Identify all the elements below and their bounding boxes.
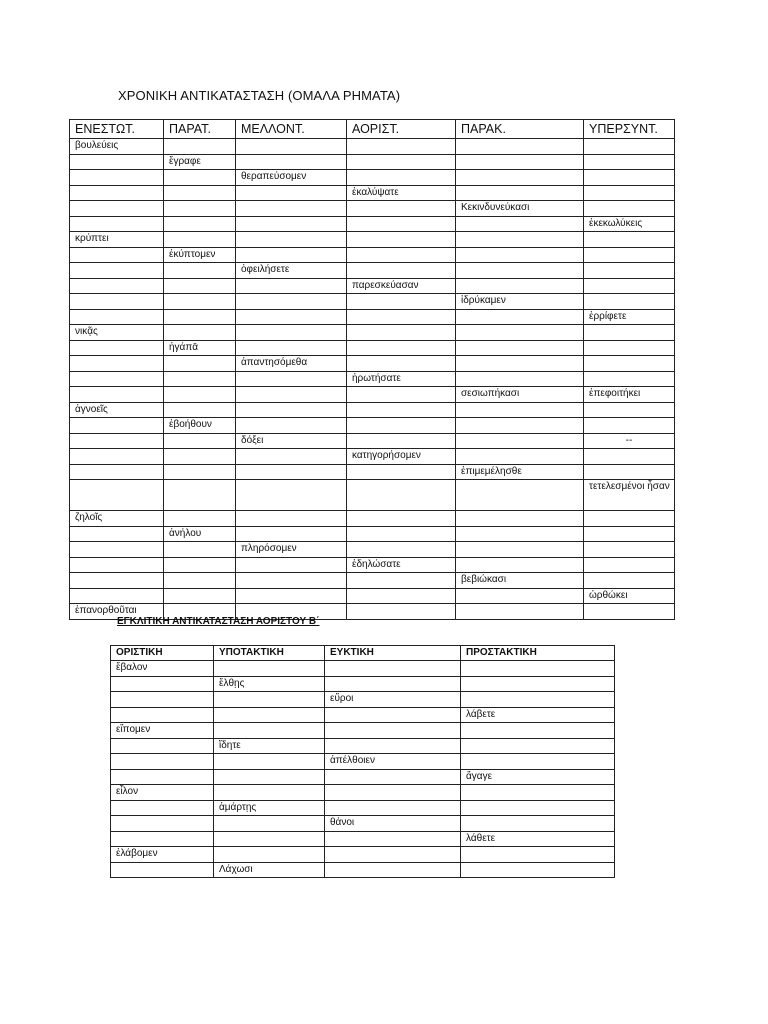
table-cell [347,263,456,279]
table-cell [70,418,164,434]
section-title: ΕΓΚΛΙΤΙΚΗ ΑΝΤΙΚΑΤΑΣΤΑΣΗ ΑΟΡΙΣΤΟΥ Β΄ [117,616,320,627]
table-header-row [111,646,615,661]
table-row [70,480,675,511]
table-cell [70,309,164,325]
table-cell [584,449,675,465]
table-cell [214,692,325,708]
column-header: ΠΡΟΣΤΑΚΤΙΚΗ [461,646,615,661]
table-cell: σεσιωπήκασι [456,387,584,403]
table-row [70,418,675,434]
column-header: ΑΟΡΙΣΤ. [347,120,456,139]
table-row [111,723,615,739]
table-cell [236,526,347,542]
table-cell: ἐκεκωλύκεις [584,216,675,232]
table-cell [456,309,584,325]
table-row [111,862,615,878]
table-cell: ὀφειλήσετε [236,263,347,279]
table-cell [111,738,214,754]
table-row [111,800,615,816]
table-cell [70,154,164,170]
table-cell [164,557,236,573]
table-cell: δόξει [236,433,347,449]
table-cell [456,154,584,170]
table-cell: κατηγορήσομεν [347,449,456,465]
table-cell [456,278,584,294]
table-cell [584,185,675,201]
table-cell: Κεκινδυνεύκασι [456,201,584,217]
table-cell [347,604,456,620]
table-cell [584,511,675,527]
column-header: ΥΠΕΡΣΥΝΤ. [584,120,675,139]
table-cell [347,526,456,542]
table-cell [584,170,675,186]
table-cell [236,464,347,480]
table-cell: Λάχωσι [214,862,325,878]
table-cell [461,862,615,878]
worksheet-title: ΧΡΟΝΙΚΗ ΑΝΤΙΚΑΤΑΣΤΑΣΗ (ΟΜΑΛΑ ΡΗΜΑΤΑ) [118,88,401,103]
tense-substitution-table [69,119,675,620]
table-cell [164,139,236,155]
table-cell [461,692,615,708]
table-cell: πληρόσομεν [236,542,347,558]
table-cell [584,247,675,263]
table-cell [584,604,675,620]
table-cell [164,402,236,418]
table-cell: ἴδητε [214,738,325,754]
table-cell: -- [584,433,675,449]
table-row [70,263,675,279]
table-row [70,557,675,573]
table-cell [214,723,325,739]
table-cell [584,464,675,480]
table-cell: λάθετε [461,831,615,847]
table-cell [236,247,347,263]
table-cell [70,480,164,511]
table-cell [236,309,347,325]
column-header: ΕΥΚΤΙΚΗ [325,646,461,661]
table-cell [456,433,584,449]
table-cell [236,139,347,155]
table-cell [236,480,347,511]
table-cell [236,232,347,248]
table-cell: ἐπεφοιτήκει [584,387,675,403]
table-cell [111,862,214,878]
table-cell: εἷλον [111,785,214,801]
table-cell [347,480,456,511]
table-row [111,754,615,770]
table-row [70,294,675,310]
table-cell: ἱδρύκαμεν [456,294,584,310]
table-cell [584,356,675,372]
table-cell: ἠρωτήσατε [347,371,456,387]
table-cell: κρύπτει [70,232,164,248]
table-cell [456,139,584,155]
table-cell: νικᾷς [70,325,164,341]
table-cell: ἀνήλου [164,526,236,542]
table-cell [325,847,461,863]
table-cell [70,185,164,201]
table-cell [456,325,584,341]
table-cell [456,542,584,558]
table-cell [456,588,584,604]
table-header-row [70,120,675,139]
table-cell [584,418,675,434]
table-cell [164,387,236,403]
table-cell [164,170,236,186]
table-cell [584,325,675,341]
table-cell [70,356,164,372]
table-cell [164,371,236,387]
table-cell [164,480,236,511]
table-cell: εὕροι [325,692,461,708]
table-cell [236,449,347,465]
table-cell [584,371,675,387]
table-cell [164,433,236,449]
table-cell: ἁμάρτῃς [214,800,325,816]
table-cell [70,588,164,604]
table-cell [584,201,675,217]
mood-substitution-table [110,645,615,878]
column-header: ΕΝΕΣΤΩΤ. [70,120,164,139]
table-cell [70,449,164,465]
table-cell [111,816,214,832]
table-cell [70,557,164,573]
table-cell: ὠρθώκει [584,588,675,604]
table-cell [164,511,236,527]
table-cell [347,139,456,155]
table-cell [164,294,236,310]
table-cell [236,588,347,604]
table-row [111,816,615,832]
table-cell [70,170,164,186]
table-row [70,573,675,589]
table-cell: θάνοι [325,816,461,832]
table-cell: ἔβαλον [111,661,214,677]
table-cell [347,418,456,434]
table-cell [456,371,584,387]
table-cell [236,402,347,418]
table-cell [236,511,347,527]
table-cell [325,676,461,692]
table-cell [236,387,347,403]
table-cell: ἠγάπᾱ [164,340,236,356]
table-cell: τετελεσμένοι ἦσαν [584,480,675,511]
table-cell [461,723,615,739]
table-row [70,154,675,170]
table-row [111,661,615,677]
table-row [70,356,675,372]
table-row [70,542,675,558]
table-cell [111,676,214,692]
table-cell: ζηλοῖς [70,511,164,527]
table-cell [584,294,675,310]
table-cell [111,800,214,816]
table-cell: ἄγαγε [461,769,615,785]
table-cell [236,340,347,356]
table-cell [214,754,325,770]
table-cell [325,707,461,723]
table-cell [111,831,214,847]
table-row [70,371,675,387]
table-cell [236,201,347,217]
table-row [70,526,675,542]
table-cell [347,542,456,558]
table-row [70,325,675,341]
table-cell [347,154,456,170]
table-cell [347,170,456,186]
table-cell [347,356,456,372]
table-cell [456,557,584,573]
table-row [70,170,675,186]
column-header: ΜΕΛΛΟΝΤ. [236,120,347,139]
column-header: ΠΑΡΑΤ. [164,120,236,139]
column-header: ΟΡΙΣΤΙΚΗ [111,646,214,661]
table-cell [325,862,461,878]
table-cell [456,247,584,263]
table-cell [70,201,164,217]
table-cell [347,216,456,232]
table-cell [456,232,584,248]
table-cell: ἐπιμεμέλησθε [456,464,584,480]
table-cell [461,738,615,754]
table-cell [70,247,164,263]
table-cell [70,387,164,403]
table-cell [347,232,456,248]
table-cell [214,831,325,847]
table-row [70,216,675,232]
table-cell [347,325,456,341]
table-cell [584,402,675,418]
table-cell: ἀπαντησόμεθα [236,356,347,372]
table-row [111,707,615,723]
table-cell [236,325,347,341]
table-cell [456,356,584,372]
table-row [70,402,675,418]
table-cell [584,557,675,573]
table-cell [164,232,236,248]
table-row [111,769,615,785]
table-cell [70,526,164,542]
table-cell: ἔλθῃς [214,676,325,692]
table-cell: βουλεύεις [70,139,164,155]
table-cell [456,185,584,201]
table-cell: ἐπανορθοῦται [70,604,164,620]
table-cell: εἵπομεν [111,723,214,739]
table-cell: ἀπέλθοιεν [325,754,461,770]
table-cell [456,170,584,186]
table-cell: θεραπεύσομεν [236,170,347,186]
column-header: ΥΠΟΤΑΚΤΙΚΗ [214,646,325,661]
table-cell [70,573,164,589]
table-cell [584,573,675,589]
table-cell [236,185,347,201]
table-cell [347,294,456,310]
table-row [70,433,675,449]
table-row [111,847,615,863]
table-cell [236,418,347,434]
table-cell [164,263,236,279]
table-cell [461,676,615,692]
table-cell [347,247,456,263]
table-row [70,309,675,325]
table-cell [236,154,347,170]
table-cell [456,216,584,232]
table-cell [164,309,236,325]
table-cell [111,769,214,785]
table-cell [164,464,236,480]
table-row [111,676,615,692]
table-cell [70,340,164,356]
table-cell [584,154,675,170]
table-cell [347,340,456,356]
table-cell [164,356,236,372]
table-row [111,692,615,708]
table-cell: ἐρρίφετε [584,309,675,325]
table-cell [461,754,615,770]
table-cell: ἔγραφε [164,154,236,170]
table-cell [325,769,461,785]
table-cell [456,604,584,620]
table-cell [456,480,584,511]
table-cell [70,263,164,279]
table-row [70,139,675,155]
table-cell [70,464,164,480]
table-cell [456,526,584,542]
table-cell [164,542,236,558]
table-cell [214,707,325,723]
table-cell [214,816,325,832]
table-cell [111,754,214,770]
table-cell [584,232,675,248]
table-cell [584,278,675,294]
table-row [70,247,675,263]
table-cell [325,800,461,816]
table-cell [325,723,461,739]
table-cell [214,769,325,785]
table-row [70,201,675,217]
table-cell [70,542,164,558]
table-row [70,278,675,294]
table-row [111,738,615,754]
table-cell [111,707,214,723]
table-cell [236,573,347,589]
table-row [111,785,615,801]
table-cell [584,263,675,279]
table-cell: ἐκύπτομεν [164,247,236,263]
table-cell [584,526,675,542]
table-cell [325,831,461,847]
table-cell [164,278,236,294]
table-row [70,511,675,527]
table-cell [461,847,615,863]
table-cell [70,278,164,294]
table-cell: ἐβοήθουν [164,418,236,434]
table-cell [456,418,584,434]
table-row [70,464,675,480]
table-cell: ἀγνοεῖς [70,402,164,418]
table-row [111,831,615,847]
table-row [70,588,675,604]
table-cell [347,433,456,449]
table-cell [347,573,456,589]
table-cell [70,371,164,387]
column-header: ΠΑΡΑΚ. [456,120,584,139]
table-cell [456,340,584,356]
table-cell [214,847,325,863]
table-cell [347,464,456,480]
table-cell [584,542,675,558]
table-cell [584,340,675,356]
table-cell [164,201,236,217]
table-cell: ἐδηλώσατε [347,557,456,573]
table-cell: βεβιώκασι [456,573,584,589]
table-cell [164,185,236,201]
table-cell [164,449,236,465]
table-cell [325,738,461,754]
table-cell [164,573,236,589]
table-cell [236,371,347,387]
table-cell [347,511,456,527]
table-cell [164,325,236,341]
table-row [70,387,675,403]
table-cell [461,816,615,832]
table-cell: λάβετε [461,707,615,723]
table-cell [456,263,584,279]
table-cell [325,661,461,677]
table-cell [461,800,615,816]
table-cell [456,449,584,465]
table-cell [214,661,325,677]
table-cell [111,692,214,708]
table-cell [347,588,456,604]
table-cell [164,216,236,232]
table-cell [456,511,584,527]
table-cell [461,661,615,677]
table-cell: ἐκαλύψατε [347,185,456,201]
table-cell [347,309,456,325]
table-cell [461,785,615,801]
table-cell [584,139,675,155]
table-cell [236,294,347,310]
table-row [70,232,675,248]
table-cell [164,588,236,604]
table-cell [70,294,164,310]
table-row [70,340,675,356]
table-cell [456,402,584,418]
table-row [70,449,675,465]
table-cell: ἐλάβομεν [111,847,214,863]
table-cell [347,402,456,418]
table-cell [70,216,164,232]
table-cell [236,278,347,294]
table-row [70,185,675,201]
table-cell [236,216,347,232]
table-cell [347,387,456,403]
table-cell [236,557,347,573]
table-cell: παρεσκεύασαν [347,278,456,294]
table-cell [325,785,461,801]
table-cell [70,433,164,449]
table-cell [347,201,456,217]
table-cell [214,785,325,801]
